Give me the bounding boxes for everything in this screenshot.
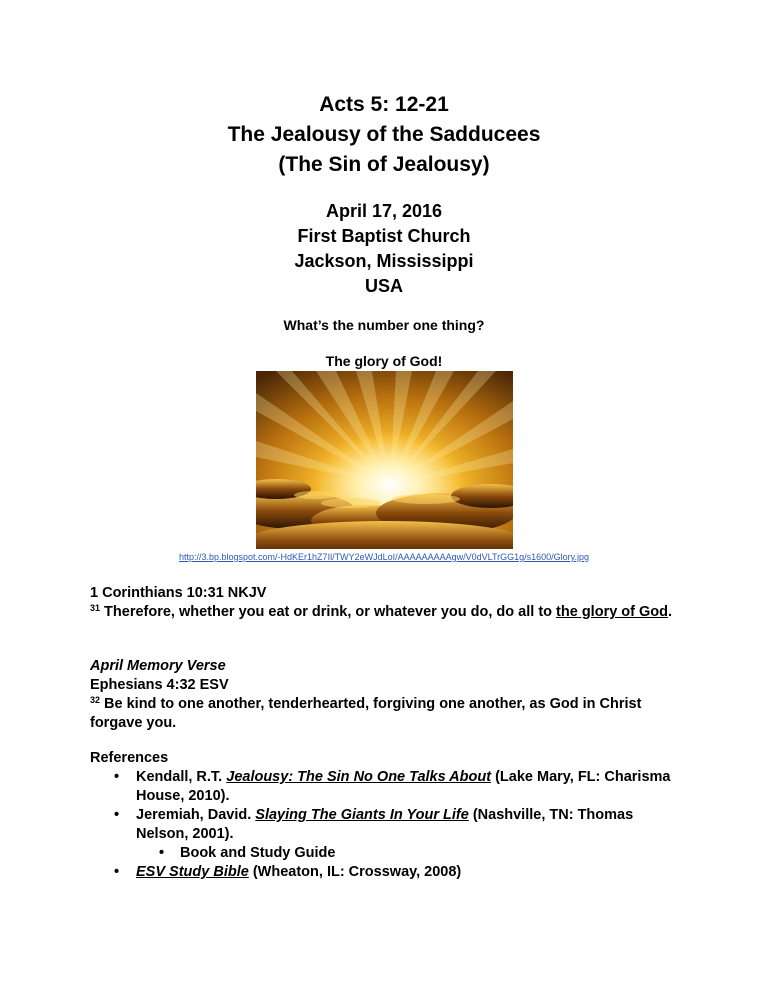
references-list	[90, 768, 680, 882]
church-country: USA	[364, 276, 403, 296]
page-title	[0, 90, 768, 180]
memory-verse-text	[90, 695, 680, 733]
bullet-icon: •	[114, 769, 120, 785]
reference-title-link[interactable]: Slaying The Giants In Your Life	[255, 807, 469, 823]
bullet-icon: •	[114, 864, 120, 880]
verse-reference: 1 Corinthians 10:31 NKJV	[90, 585, 267, 601]
reference-title-link[interactable]: ESV Study Bible	[136, 864, 249, 880]
sermon-meta	[0, 199, 768, 299]
glory-sunburst-image	[256, 371, 513, 549]
verse-glory-link[interactable]: the glory of God	[556, 604, 669, 620]
title-line-2: The Jealousy of the Sadducees	[227, 123, 541, 146]
memory-verse-heading: April Memory Verse	[90, 658, 226, 674]
reference-publisher: (Nashville, TN: Thomas Nelson, 2001).	[136, 807, 634, 842]
reference-author: Kendall, R.T.	[136, 769, 227, 785]
memory-verse-number: 32	[90, 695, 101, 705]
references-block	[90, 749, 680, 882]
reference-item	[90, 863, 680, 882]
verse-text-after: .	[668, 604, 673, 620]
title-line-3: (The Sin of Jealousy)	[278, 153, 490, 176]
church-name: First Baptist Church	[297, 226, 471, 246]
reference-title-link[interactable]: Jealousy: The Sin No One Talks About	[226, 769, 492, 785]
verse-text-before: Therefore, whether you eat or drink, or whatever you do, do all to	[100, 604, 557, 620]
image-source-link[interactable]: http://3.bp.blogspot.com/-HdKEr1hZ7Il/TWY2eWJdLoI/AAAAAAAAAgw/V0dVLTrGG1g/s1600/Glory.jpg	[178, 552, 590, 562]
bullet-icon: •	[159, 845, 165, 861]
verse-number: 31	[90, 603, 101, 613]
reference-subitem-label: Book and Study Guide	[180, 845, 336, 861]
memory-verse-reference: Ephesians 4:32 ESV	[90, 677, 229, 693]
verse-block	[90, 584, 680, 622]
reference-publisher: (Lake Mary, FL: Charisma House, 2010).	[136, 769, 671, 804]
question-text: What’s the number one thing?	[283, 317, 485, 333]
reference-author: Jeremiah, David.	[136, 807, 256, 823]
references-heading: References	[90, 750, 169, 766]
sermon-date: April 17, 2016	[325, 201, 443, 221]
reference-item	[90, 768, 680, 806]
church-city: Jackson, Mississippi	[294, 251, 474, 271]
reference-subitem	[90, 844, 680, 863]
memory-verse-body: Be kind to one another, tenderhearted, forgiving one another, as God in Christ forgave you.	[90, 696, 642, 731]
reference-item	[90, 806, 680, 844]
answer-text: The glory of God!	[325, 353, 443, 369]
bullet-icon: •	[114, 807, 120, 823]
memory-verse-block	[90, 657, 680, 733]
title-line-1: Acts 5: 12-21	[319, 93, 449, 116]
reference-publisher: (Wheaton, IL: Crossway, 2008)	[248, 864, 462, 880]
verse-text	[90, 603, 680, 622]
